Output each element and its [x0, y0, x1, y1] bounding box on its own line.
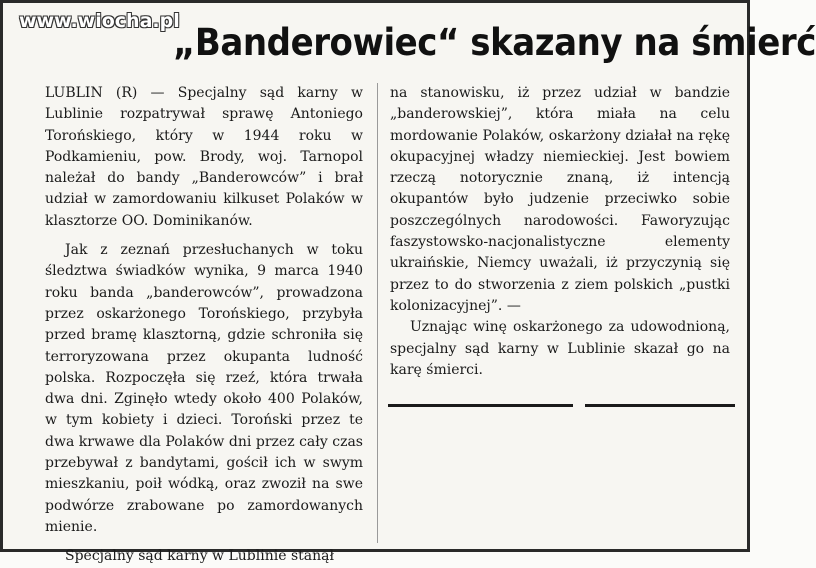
end-rule-left [388, 404, 573, 407]
paragraph-testimony: Jak z zeznań przesłuchanych w toku śledztwa świadków wynika, 9 marca 1940 roku banda „banderowców”, prowadzona przez oskarżonego Torońskiego, przybyła przed bramę klasztorną, gdzie schroniła się terroryzowana przez okupanta ludność polska. Rozpoczęła się rzeź, która trwała dwa dni. Zginęło wtedy około 400 Polaków, w tym kobiety i dzieci. Toroński przez te dwa krwawe dla Polaków dni przez cały czas przebywał z bandytami, gościł ich w swym mieszkaniu, poił wódką, oraz zwoził na swe podwórze zrabowane po zamordowanych mienie. [45, 242, 363, 535]
paragraph-court-reasoning: na stanowisku, iż przez udział w bandzie „banderowskiej”, która miała na celu mordowanie Polaków, oskarżony działał na rękę okupacyjnej władzy niemieckiej. Jest bowiem rzeczą notorycznie znaną, iż intencją okupantów było judzenie przeciwko sobie poszczególnych narodowości. Faworyzując faszystowsko-nacjonalistyczne elementy ukraińskie, Niemcy uważali, iż przyczynią się przez to do stworzenia z ziem polskich „pustki kolonizacyjnej”. — [390, 85, 730, 314]
paragraph-intro: LUBLIN (R) — Specjalny sąd karny w Lublinie rozpatrywał sprawę Antoniego Torońskiego, który w 1944 roku w Podkamieniu, pow. Brody, woj. Tarnopol należał do bandy „Banderowców” i brał udział w zamordowaniu kilkuset Polaków w klasztorze OO. Dominikanów. [45, 85, 363, 229]
headline: „Banderowiec“ skazany na śmierć [173, 21, 816, 64]
paragraph-court-start: Specjalny sąd karny w Lublinie stanął [65, 548, 335, 565]
watermark: www.wiocha.pl [19, 10, 180, 32]
paragraph-verdict: Uznając winę oskarżonego za udowodnioną, specjalny sąd karny w Lublinie skazał go na karę śmierci. [390, 319, 730, 378]
end-rule-right [585, 404, 735, 407]
right-column [390, 83, 730, 381]
left-column [45, 83, 363, 568]
column-divider [377, 83, 378, 543]
